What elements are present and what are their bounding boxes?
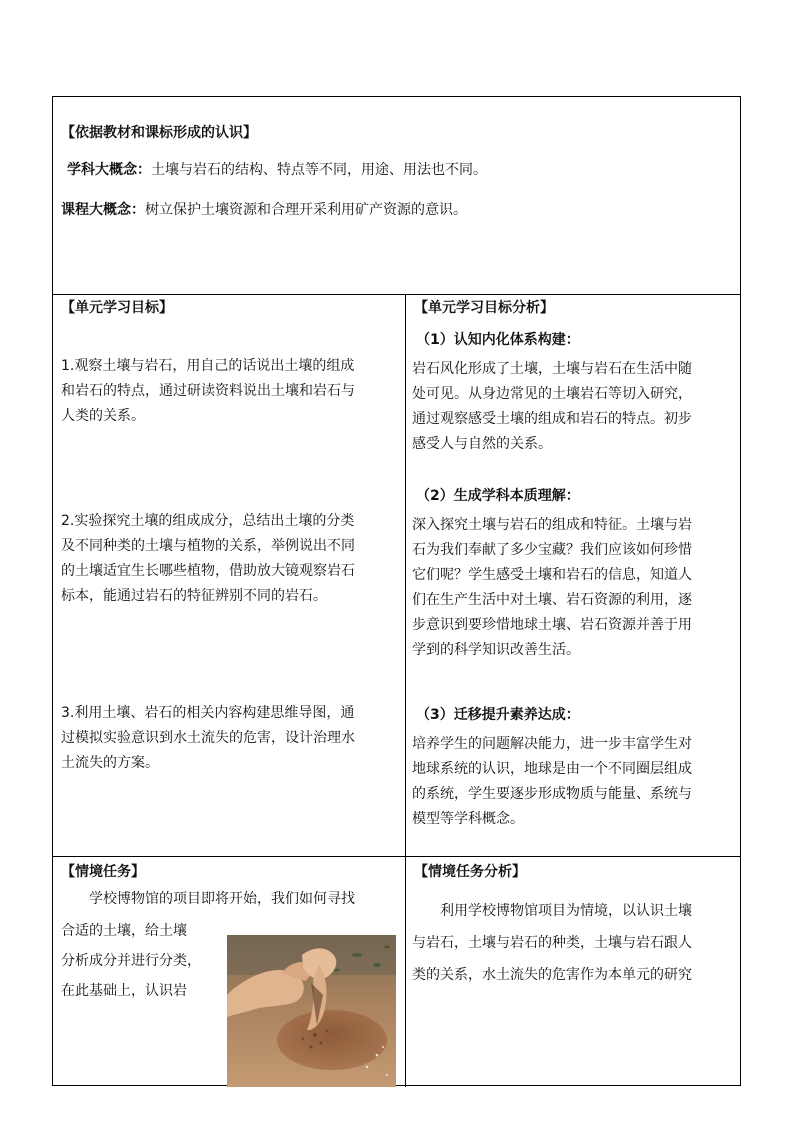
analysis-1 (412, 357, 692, 457)
goal-analysis-header: 【单元学习目标分析】 (414, 300, 554, 316)
analysis-2-line: 深入探究土壤与岩石的组成和特征。土壤与岩 (412, 517, 692, 533)
analysis-3-line: 的系统，学生要逐步形成物质与能量、系统与 (412, 786, 692, 802)
cell-goal-analysis (406, 295, 740, 856)
goal-1-line: 人类的关系。 (61, 408, 145, 424)
goal-2 (61, 509, 355, 609)
cell-situational-task-analysis (406, 857, 740, 1087)
analysis-3-line: 地球系统的认识，地球是由一个不同圈层组成 (412, 761, 692, 777)
analysis-3 (412, 732, 692, 832)
task-analysis-line: 与岩石，土壤与岩石的种类，土壤与岩石跟人 (412, 935, 692, 951)
task-text (61, 916, 201, 1006)
analysis-1-line: 通过观察感受土壤的组成和岩石的特点。初步 (412, 411, 692, 427)
subject-concept-label: 学科大概念： (67, 162, 151, 178)
goal-2-line: 2.实验探究土壤的组成成分，总结出土壤的分类 (61, 513, 355, 529)
analysis-3-line: 培养学生的问题解决能力，进一步丰富学生对 (412, 736, 692, 752)
row-understanding (53, 97, 740, 295)
cell-situational-task (53, 857, 406, 1087)
task-line: 分析成分并进行分类， (61, 953, 201, 969)
understanding-header: 【依据教材和课标形成的认识】 (61, 125, 257, 141)
goal-2-line: 的土壤适宜生长哪些植物，借助放大镜观察岩石 (61, 563, 355, 579)
row-situational-task (53, 857, 740, 1087)
subject-concept-text: 土壤与岩石的结构、特点等不同，用途、用法也不同。 (151, 162, 487, 178)
goal-1-line: 1.观察土壤与岩石，用自己的话说出土壤的组成 (61, 358, 355, 374)
task-line: 合适的土壤，给土壤 (61, 923, 187, 939)
goal-3-line: 土流失的方案。 (61, 755, 159, 771)
analysis-2-line: 它们呢？学生感受土壤和岩石的信息，知道人 (412, 567, 692, 583)
task-line: 在此基础上，认识岩 (61, 983, 187, 999)
analysis-1-line: 处可见。从身边常见的土壤岩石等切入研究， (412, 386, 692, 402)
row-goals (53, 295, 740, 857)
analysis-1-title: （1）认知内化体系构建： (416, 332, 580, 348)
task-analysis-text (412, 895, 692, 991)
analysis-3-title: （3）迁移提升素养达成： (416, 707, 580, 723)
goal-1 (61, 354, 355, 429)
cell-unit-goals (53, 295, 406, 856)
cell-understanding (53, 97, 740, 294)
analysis-2 (412, 513, 692, 663)
analysis-2-title: （2）生成学科本质理解： (416, 488, 580, 504)
unit-goals-header: 【单元学习目标】 (61, 300, 173, 316)
course-concept-line (61, 199, 467, 221)
soil-hands-illustration (227, 935, 396, 1087)
course-concept-text: 树立保护土壤资源和合理开采利用矿产资源的意识。 (145, 202, 467, 218)
goal-3-line: 3.利用土壤、岩石的相关内容构建思维导图，通 (61, 705, 355, 721)
task-line-first: 学校博物馆的项目即将开始，我们如何寻找 (89, 891, 355, 907)
situational-task-header: 【情境任务】 (61, 864, 145, 880)
unit-plan-table (52, 96, 741, 1086)
goal-3 (61, 701, 355, 776)
task-analysis-line: 利用学校博物馆项目为情境，以认识土壤 (440, 903, 692, 919)
analysis-1-line: 岩石风化形成了土壤，土壤与岩石在生活中随 (412, 361, 692, 377)
analysis-3-line: 模型等学科概念。 (412, 811, 524, 827)
task-analysis-line: 类的关系，水土流失的危害作为本单元的研究 (412, 967, 692, 983)
analysis-1-line: 感受人与自然的关系。 (412, 436, 552, 452)
situational-task-analysis-header: 【情境任务分析】 (414, 864, 526, 880)
goal-2-line: 及不同种类的土壤与植物的关系，举例说出不同 (61, 538, 355, 554)
analysis-2-line: 步意识到要珍惜地球土壤、岩石资源并善于用 (412, 617, 692, 633)
goal-3-line: 过模拟实验意识到水土流失的危害，设计治理水 (61, 730, 355, 746)
analysis-2-line: 们在生产生活中对土壤、岩石资源的利用，逐 (412, 592, 692, 608)
course-concept-label: 课程大概念： (61, 202, 145, 218)
analysis-2-line: 学到的科学知识改善生活。 (412, 642, 580, 658)
soil-hands-photo (227, 935, 396, 1087)
analysis-2-line: 石为我们奉献了多少宝藏？我们应该如何珍惜 (412, 542, 692, 558)
goal-1-line: 和岩石的特点，通过研读资料说出土壤和岩石与 (61, 383, 355, 399)
goal-2-line: 标本，能通过岩石的特征辨别不同的岩石。 (61, 588, 327, 604)
subject-concept-line (67, 159, 487, 181)
